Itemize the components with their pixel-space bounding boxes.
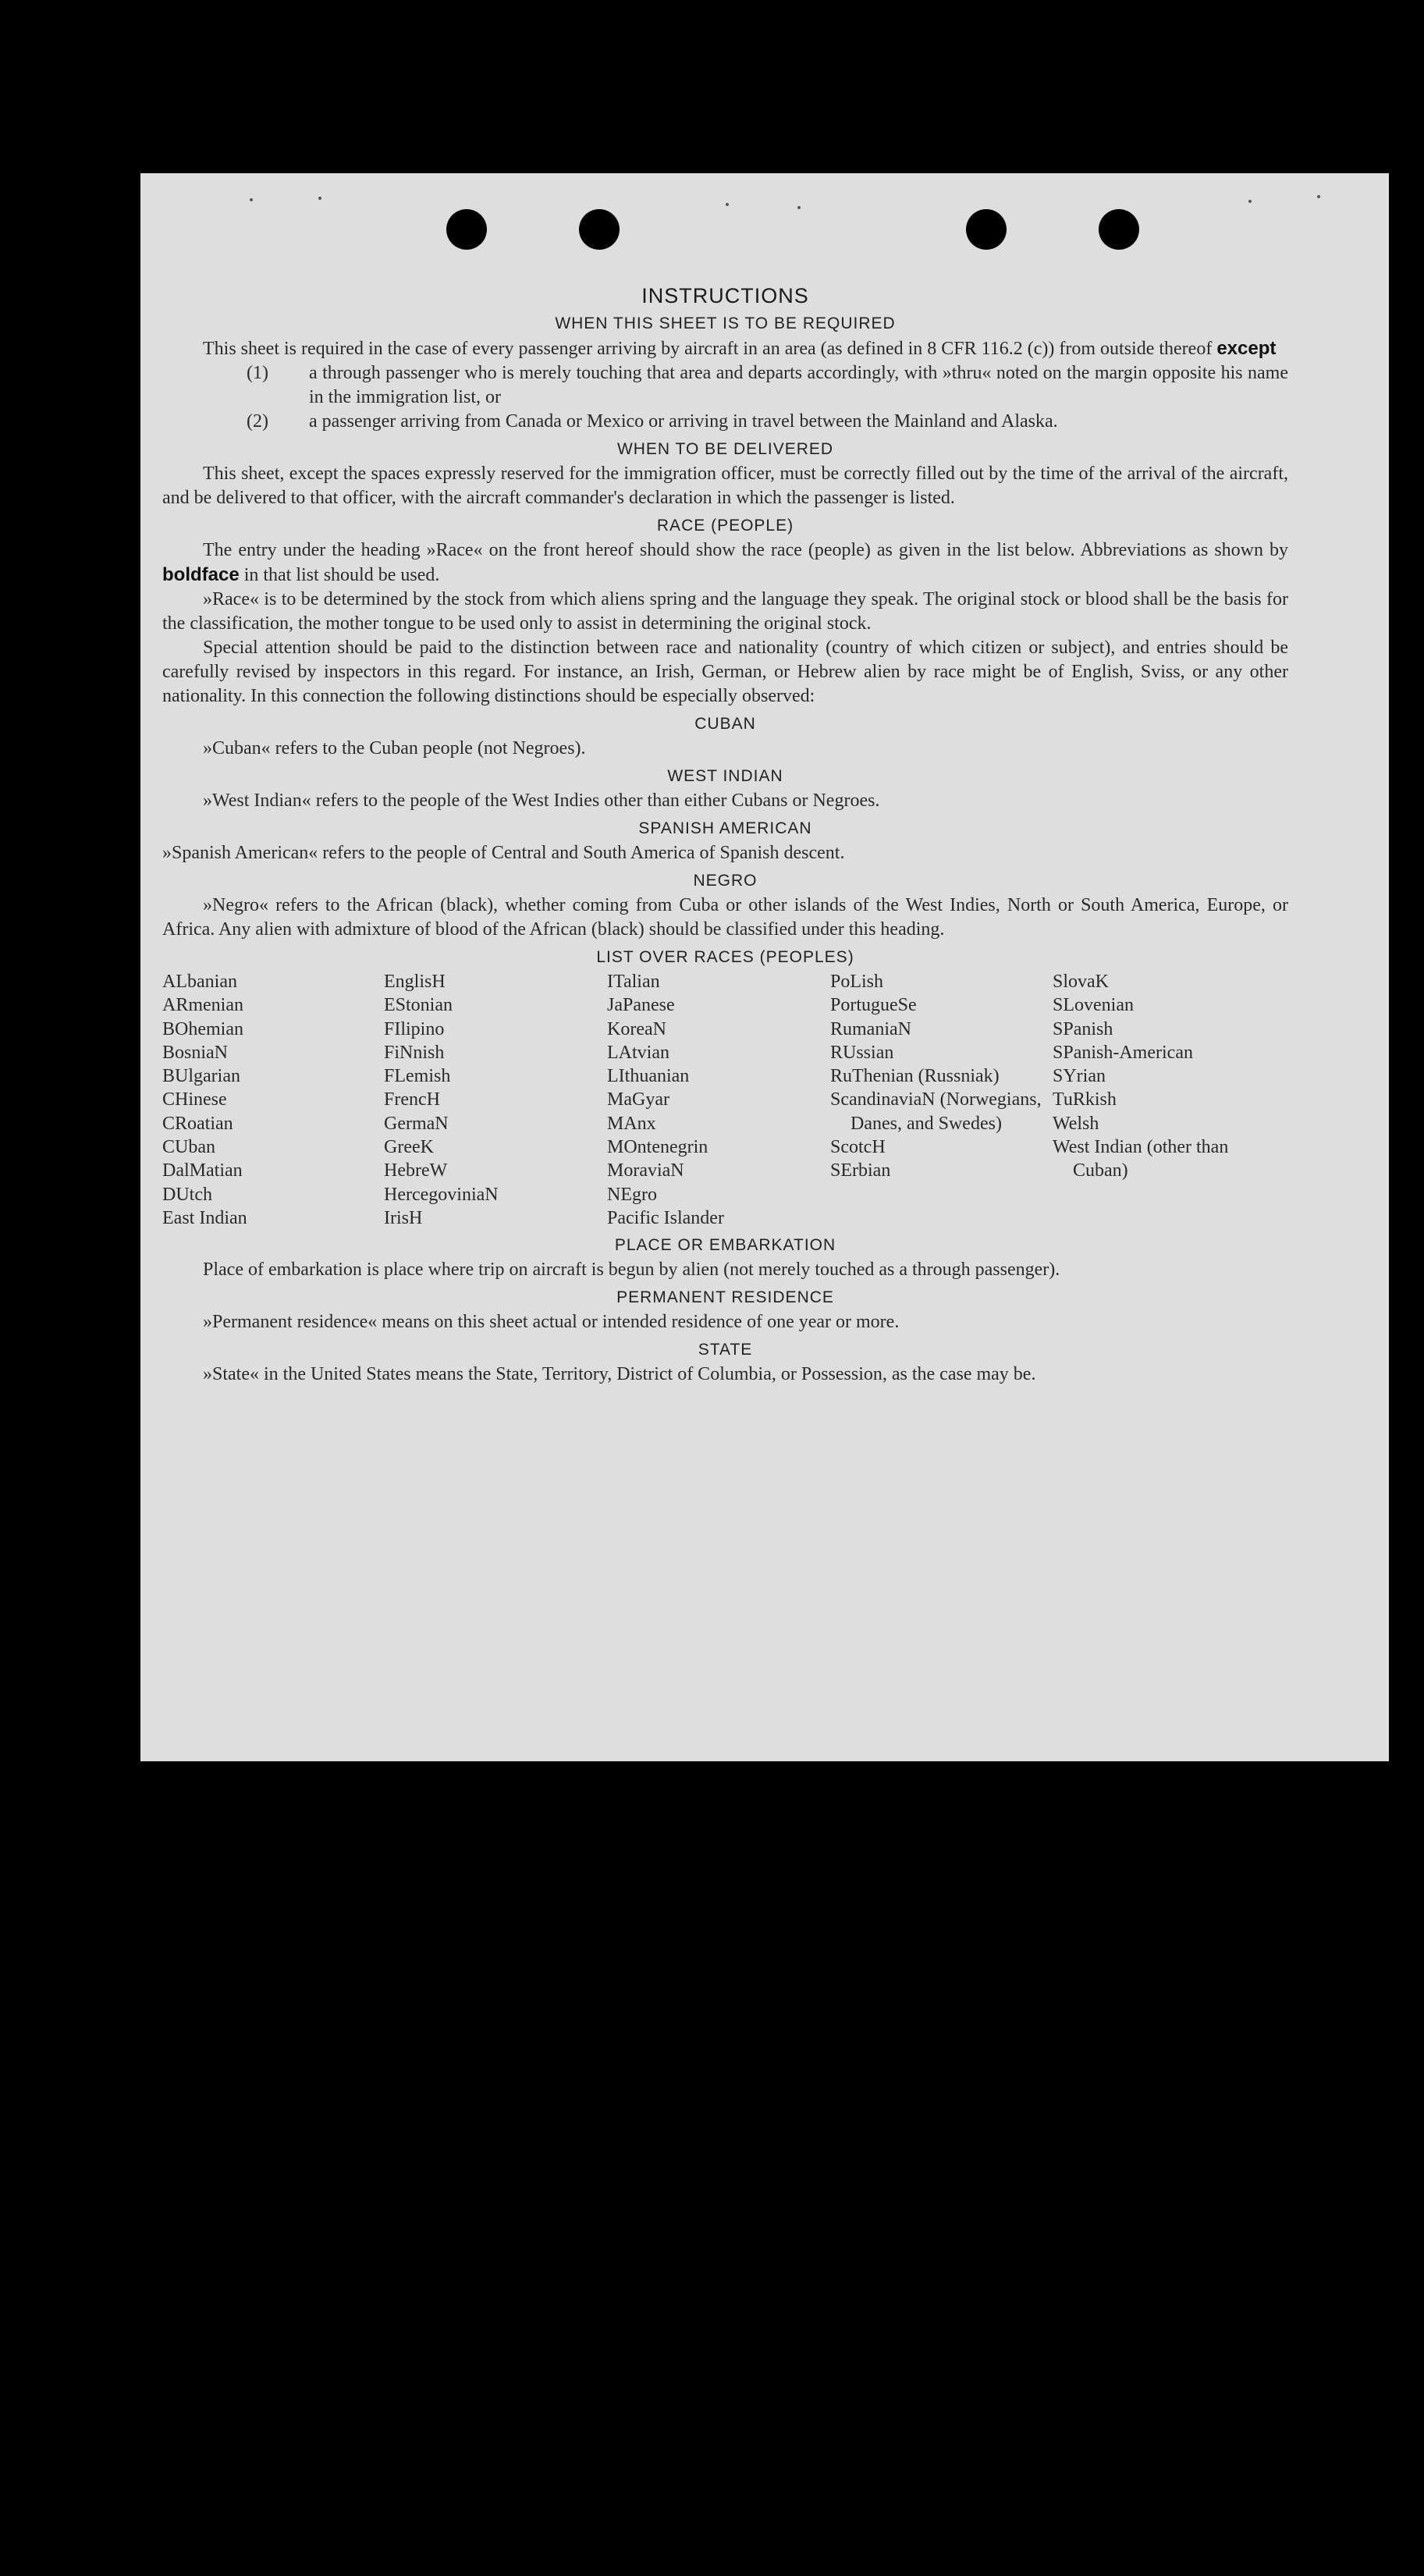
races-column-5: [1053, 970, 1287, 1230]
race-paragraph-1: The entry under the heading »Race« on the front hereof should show the race (people) as given in the list below. Abbreviations as shown by boldface in that list should be used.: [162, 540, 1288, 585]
race-entry: FiNnish: [384, 1042, 445, 1063]
race-paragraph-3: Special attention should be paid to the distinction between race and nationality (country of which citizen or subject), and entries should be carefully revised by inspectors in this regard. For instance, an Irish, German, or Hebrew alien by race might be of English, Sviss, or any other nationality. In this connection the following distinctions should be especially observed:: [162, 638, 1288, 706]
section-heading-spanish-american: SPANISH AMERICAN: [638, 819, 812, 837]
state-text: »State« in the United States means the State, Territory, District of Columbia, or Possession, as the case may be.: [203, 1364, 1036, 1385]
punch-hole: [446, 209, 487, 250]
speck: [726, 203, 729, 206]
race-entry: TuRkish: [1053, 1089, 1117, 1110]
race-entry: RuThenian (Russniak): [830, 1066, 1000, 1087]
speck: [797, 206, 801, 209]
west-indian-text: »West Indian« refers to the people of the West Indies other than either Cubans or Negroes.: [203, 791, 880, 811]
race-entry: CHinese: [162, 1089, 227, 1110]
race-entry: LIthuanian: [607, 1066, 690, 1087]
race-entry: ScandinaviaN (Norwegians, Danes, and Swedes): [830, 1089, 1042, 1134]
races-column-3: [607, 970, 830, 1230]
race-entry: GermaN: [384, 1113, 449, 1134]
race-entry: ScotcH: [830, 1137, 886, 1158]
race-paragraph-2: »Race« is to be determined by the stock from which aliens spring and the language they speak. The original stock or blood shall be the basis for the classification, the mother tongue to be used only to assist in determining the original stock.: [162, 589, 1288, 634]
punch-hole: [579, 209, 620, 250]
race-entry: MaGyar: [607, 1089, 669, 1110]
race-entry: CRoatian: [162, 1113, 233, 1134]
race-entry: FrencH: [384, 1089, 440, 1110]
race-entry: ALbanian: [162, 972, 237, 992]
race-entry: NEgro: [607, 1184, 657, 1205]
speck: [1248, 200, 1252, 203]
race-entry: GreeK: [384, 1137, 434, 1158]
race-entry: DUtch: [162, 1184, 212, 1205]
race-entry: BUlgarian: [162, 1066, 240, 1087]
except-bold: except: [1216, 338, 1277, 359]
punch-hole: [1099, 209, 1139, 250]
race-entry: SLovenian: [1053, 995, 1134, 1016]
race-entry: FIlipino: [384, 1018, 445, 1039]
race-entry: FLemish: [384, 1066, 451, 1087]
races-column-2: [384, 970, 607, 1230]
section-heading-residence: PERMANENT RESIDENCE: [616, 1288, 834, 1307]
residence-text: »Permanent residence« means on this sheet actual or intended residence of one year or more.: [203, 1312, 900, 1333]
section-heading-delivered: WHEN TO BE DELIVERED: [616, 440, 834, 458]
section-heading-race: RACE (PEOPLE): [656, 517, 794, 535]
race-entry: EStonian: [384, 995, 453, 1016]
race-entry: HebreW: [384, 1160, 448, 1181]
boldface-bold: boldface: [162, 564, 240, 585]
section-heading-west-indian: WEST INDIAN: [667, 767, 783, 785]
race-entry: ITalian: [607, 972, 660, 992]
speck: [250, 198, 253, 201]
race-entry: MAnx: [607, 1113, 656, 1134]
section-heading-required: WHEN THIS SHEET IS TO BE REQUIRED: [555, 314, 896, 332]
race-entry: ARmenian: [162, 995, 243, 1016]
races-column-1: [162, 970, 384, 1230]
punch-hole: [966, 209, 1007, 250]
race-entry: PoLish: [830, 972, 884, 992]
race-entry: SYrian: [1053, 1066, 1106, 1087]
instruction-sheet: [140, 173, 1389, 1761]
race-entry: DalMatian: [162, 1160, 243, 1181]
races-list: [162, 970, 1288, 1230]
embarkation-text: Place of embarkation is place where trip on aircraft is begun by alien (not merely touched as a through passenger).: [203, 1260, 1060, 1281]
section-heading-races-list: LIST OVER RACES (PEOPLES): [596, 948, 854, 966]
spanish-american-text: »Spanish American« refers to the people of Central and South America of Spanish descent.: [162, 843, 845, 863]
race-entry: MoraviaN: [607, 1160, 684, 1181]
required-intro: This sheet is required in the case of every passenger arriving by aircraft in an area (as defined in 8 CFR 116.2 (c)) from outside thereof except: [203, 338, 1277, 359]
section-heading-embarkation: PLACE OR EMBARKATION: [614, 1236, 836, 1255]
race-entry: RUssian: [830, 1042, 894, 1063]
race-entry: SErbian: [830, 1160, 891, 1181]
race-entry: EnglisH: [384, 972, 446, 992]
race-entry: Welsh: [1053, 1113, 1099, 1134]
race-entry: BOhemian: [162, 1018, 243, 1039]
section-heading-negro: NEGRO: [693, 872, 758, 890]
instructions-content: [162, 284, 1288, 1387]
race-entry: PortugueSe: [830, 995, 917, 1016]
race-entry: CUban: [162, 1137, 215, 1158]
race-entry: JaPanese: [607, 995, 675, 1016]
race-entry: Pacific Islander: [607, 1207, 724, 1228]
required-item-1: (1) a through passenger who is merely touching that area and departs accordingly, with »thru« noted on the margin opposite his name in the immigration list, or: [247, 363, 1288, 407]
race-entry: SlovaK: [1053, 972, 1109, 992]
race-entry: East Indian: [162, 1207, 247, 1228]
race-entry: West Indian (other than Cuban): [1053, 1137, 1229, 1181]
required-item-2: (2) a passenger arriving from Canada or Mexico or arriving in travel between the Mainland and Alaska.: [247, 411, 1058, 432]
race-entry: MOntenegrin: [607, 1137, 708, 1158]
speck: [318, 197, 321, 200]
race-entry: SPanish: [1053, 1018, 1113, 1039]
race-entry: RumaniaN: [830, 1018, 911, 1039]
race-entry: LAtvian: [607, 1042, 669, 1063]
negro-text: »Negro« refers to the African (black), whether coming from Cuba or other islands of the West Indies, North or South America, Europe, or Africa. Any alien with admixture of blood of the African (black) should be classified under this heading.: [162, 895, 1288, 940]
section-heading-state: STATE: [698, 1341, 753, 1359]
cuban-text: »Cuban« refers to the Cuban people (not Negroes).: [203, 738, 586, 759]
race-entry: BosniaN: [162, 1042, 228, 1063]
section-heading-cuban: CUBAN: [694, 715, 756, 733]
races-column-4: [830, 970, 1053, 1230]
race-entry: SPanish-American: [1053, 1042, 1193, 1063]
speck: [1317, 195, 1320, 198]
race-entry: IrisH: [384, 1207, 423, 1228]
delivered-text: This sheet, except the spaces expressly reserved for the immigration officer, must be correctly filled out by the time of the arrival of the aircraft, and be delivered to that officer, with the aircraft commander's declaration in which the passenger is listed.: [162, 464, 1288, 508]
race-entry: HercegoviniaN: [384, 1184, 499, 1205]
page-title: INSTRUCTIONS: [641, 284, 809, 307]
race-entry: KoreaN: [607, 1018, 666, 1039]
